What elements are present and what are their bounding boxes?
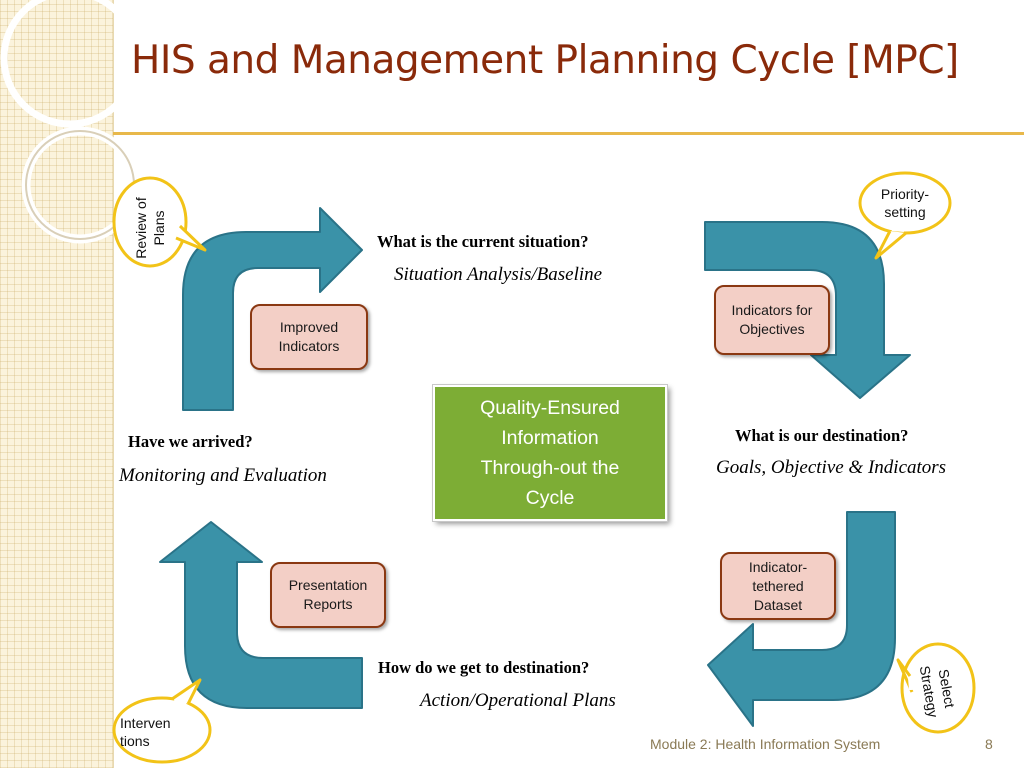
center-quality-text: Quality-Ensured Information Through-out the Cycle [480,397,620,509]
footer-module: Module 2: Health Information System [650,736,881,752]
box-presentation-reports-text: Presentation Reports [288,577,368,612]
question-destination: What is our destination? [735,426,909,445]
slide-title: HIS and Management Planning Cycle [MPC] [131,38,959,83]
question-get-to-destination: How do we get to destination? [378,658,590,677]
answer-goals-objectives: Goals, Objective & Indicators [716,457,947,478]
box-improved-indicators [250,304,368,370]
box-indicator-dataset-text: Indicator-tethered Dataset [748,558,808,613]
box-indicator-dataset [720,552,836,620]
decor-circle-top [4,0,136,124]
question-current-situation: What is the current situation? [377,232,589,251]
center-quality-box [433,385,667,521]
answer-action-plans: Action/Operational Plans [420,690,616,711]
page-number: 8 [985,736,993,752]
bubble-strategy-text: Select Strategy [916,664,959,719]
box-indicators-objectives-text: Indicators for Objectives [731,302,813,337]
bubble-priority-text: Priority- setting [880,186,930,220]
box-presentation-reports [270,562,386,628]
bubble-review-text: Review of Plans [133,197,167,259]
bubble-interventions-text: Interven tions [120,715,171,749]
box-indicators-objectives [714,285,830,355]
answer-monitoring-evaluation: Monitoring and Evaluation [119,465,327,486]
title-underline [113,132,1024,135]
answer-situation-analysis: Situation Analysis/Baseline [394,264,603,285]
box-improved-indicators-text: Improved Indicators [278,319,340,354]
question-have-we-arrived: Have we arrived? [128,432,253,451]
